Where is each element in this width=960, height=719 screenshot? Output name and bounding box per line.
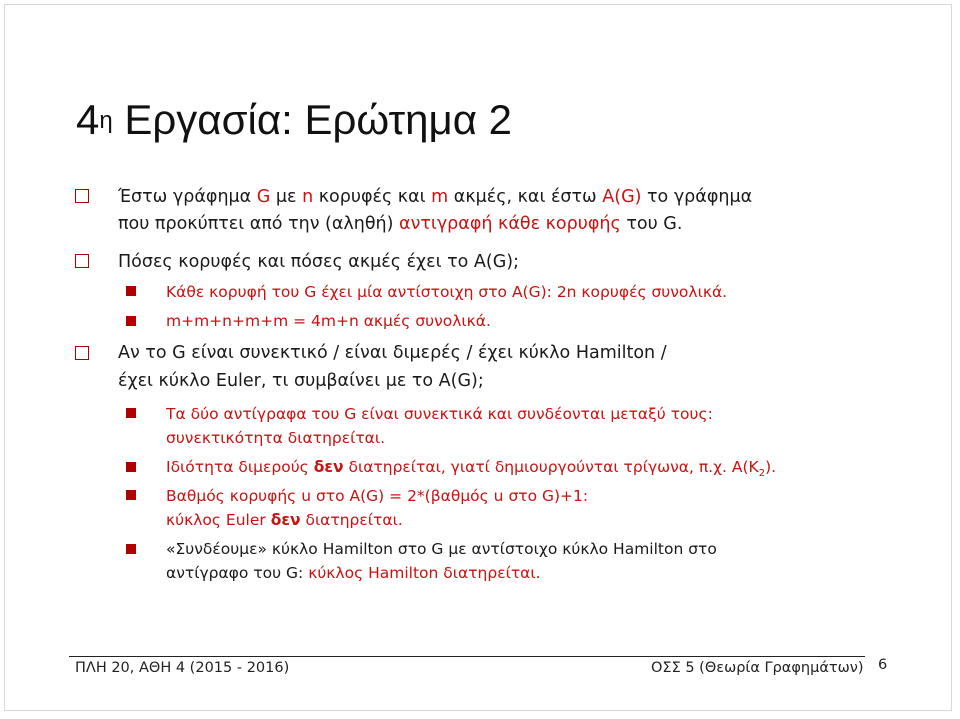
filled-square-bullet-icon	[126, 490, 136, 500]
hollow-square-bullet-icon	[75, 254, 89, 268]
bullet-3-sub-3-line-2: κύκλος Euler δεν διατηρείται.	[166, 511, 403, 529]
bullet-3-sub-1-line-2: συνεκτικότητα διατηρείται.	[166, 429, 386, 447]
bullet-1-line-1: Έστω γράφημα G με n κορυφές και m ακμές, και έστω A(G) το γράφημα	[118, 187, 753, 207]
bullet-3-sub-3-line-1: Βαθμός κορυφής u στο A(G) = 2*(βαθμός u στο G)+1:	[166, 487, 589, 505]
bullet-1-line-2: που προκύπτει από την (αληθή) αντιγραφή κάθε κορυφής του G.	[118, 214, 683, 234]
bullet-3-line-1: Αν το G είναι συνεκτικό / είναι διμερές / έχει κύκλο Hamilton /	[118, 343, 667, 363]
hollow-square-bullet-icon	[75, 189, 89, 203]
bullet-2-text: Πόσες κορυφές και πόσες ακμές έχει το A(G);	[118, 252, 519, 272]
footer-divider	[69, 656, 865, 657]
filled-square-bullet-icon	[126, 316, 136, 326]
page-number: 6	[878, 657, 888, 673]
footer-right: ΟΣΣ 5 (Θεωρία Γραφημάτων)	[651, 660, 864, 676]
slide-title: $4^\eta$ Εργασία: Ερώτημα 2	[76, 96, 513, 143]
filled-square-bullet-icon	[126, 544, 136, 554]
bullet-2-sub-2: m+m+n+m+m = 4m+n ακμές συνολικά.	[166, 312, 491, 330]
bullet-3-sub-1-line-1: Τα δύο αντίγραφα του G είναι συνεκτικά και συνδέονται μεταξύ τους:	[166, 405, 713, 423]
bullet-3-sub-4-line-2: αντίγραφο του G: κύκλος Hamilton διατηρείται.	[166, 564, 541, 582]
footer-left: ΠΛΗ 20, ΑΘΗ 4 (2015 - 2016)	[75, 660, 290, 676]
filled-square-bullet-icon	[126, 408, 136, 418]
bullet-3-sub-2: Ιδιότητα διμερούς δεν διατηρείται, γιατί δημιουργούνται τρίγωνα, π.χ. $A(K_2)$.	[166, 458, 777, 480]
hollow-square-bullet-icon	[75, 346, 89, 360]
bullet-2-sub-1: Κάθε κορυφή του G έχει μία αντίστοιχη στο A(G): 2n κορυφές συνολικά.	[166, 283, 728, 301]
bullet-3-sub-4-line-1: «Συνδέουμε» κύκλο Hamilton στο G με αντίστοιχο κύκλο Hamilton στο	[166, 540, 717, 558]
filled-square-bullet-icon	[126, 286, 136, 296]
filled-square-bullet-icon	[126, 462, 136, 472]
bullet-3-line-2: έχει κύκλο Euler, τι συμβαίνει με το A(G);	[118, 371, 484, 391]
